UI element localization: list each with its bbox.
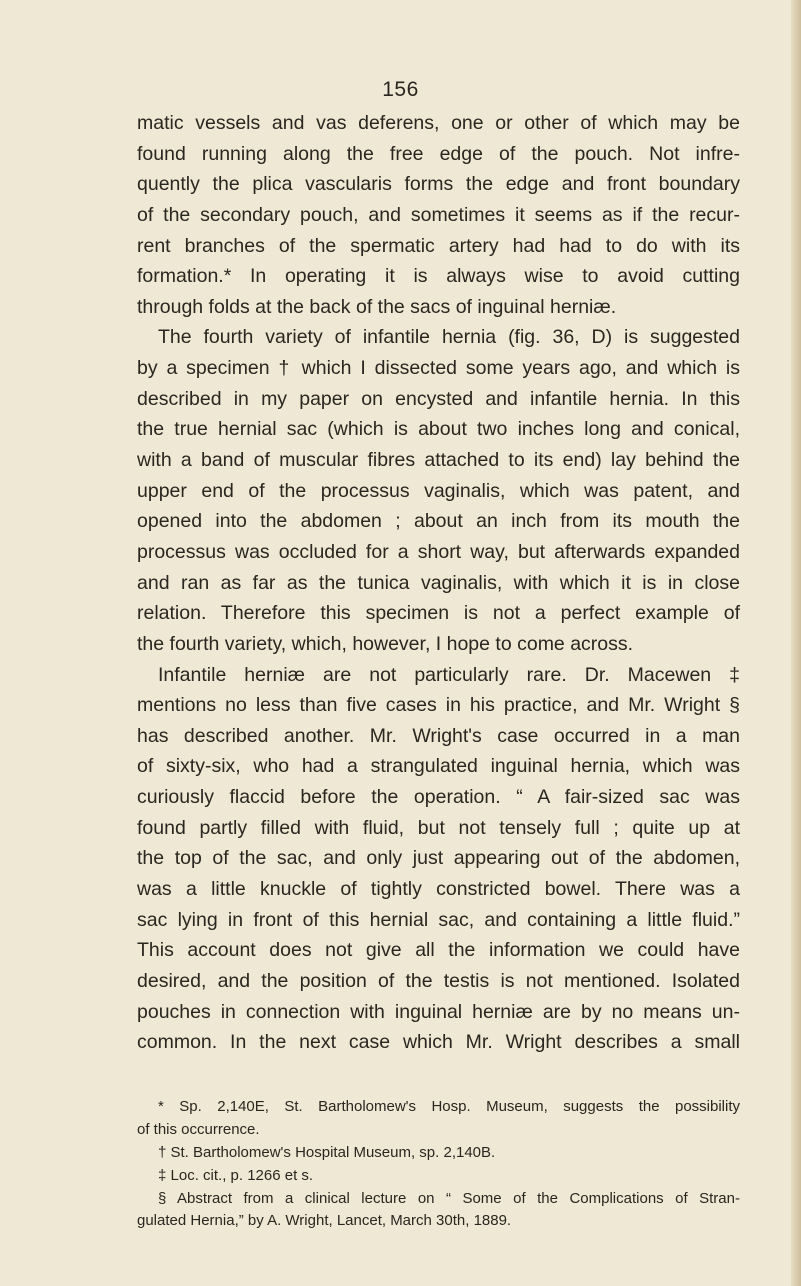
text-line: Infantile herniæ are not particularly rare. Dr. Macewen ‡ (158, 663, 740, 686)
text-line: The fourth variety of infantile hernia (fig. 36, D) is suggested (158, 326, 740, 349)
text-line: found running along the free edge of the pouch. Not infre- (137, 142, 740, 165)
footnote-line: § Abstract from a clinical lecture on “ Some of the Complications of Stran- (158, 1189, 740, 1207)
footnote-line: † St. Bartholomew's Hospital Museum, sp. 2,140B. (158, 1143, 496, 1161)
text-line: common. In the next case which Mr. Wright describes a small (137, 1031, 740, 1054)
text-line: by a specimen † which I dissected some years ago, and which is (137, 357, 740, 380)
text-line: relation. Therefore this specimen is not a perfect example of (137, 602, 740, 625)
text-line: with a band of muscular fibres attached to its end) lay behind the (137, 449, 740, 472)
text-line: upper end of the processus vaginalis, which was patent, and (137, 479, 740, 502)
text-line: formation.* In operating it is always wise to avoid cutting (137, 265, 740, 288)
text-line: the true hernial sac (which is about two inches long and conical, (137, 418, 740, 441)
text-line: mentions no less than five cases in his practice, and Mr. Wright § (137, 694, 740, 717)
text-line: and ran as far as the tunica vaginalis, with which it is in close (137, 571, 740, 594)
footnotes (137, 1096, 740, 1233)
text-line: of sixty-six, who had a strangulated inguinal hernia, which was (137, 755, 740, 778)
text-line: described in my paper on encysted and infantile hernia. In this (137, 387, 740, 410)
text-line: opened into the abdomen ; about an inch from its mouth the (137, 510, 740, 533)
body-text (137, 108, 740, 1058)
text-line: the fourth variety, which, however, I hope to come across. (137, 632, 634, 655)
footnote-line: of this occurrence. (137, 1120, 260, 1138)
text-line: the top of the sac, and only just appearing out of the abdomen, (137, 847, 740, 870)
text-line: of the secondary pouch, and sometimes it seems as if the recur- (137, 203, 740, 226)
text-line: matic vessels and vas deferens, one or other of which may be (137, 112, 740, 134)
text-line: was a little knuckle of tightly constricted bowel. There was a (137, 878, 740, 901)
page-edge-shadow (791, 0, 801, 1286)
text-line: curiously flaccid before the operation. “ A fair-sized sac was (137, 786, 740, 809)
text-line: pouches in connection with inguinal herniæ are by no means un- (137, 1000, 740, 1023)
text-line: sac lying in front of this hernial sac, and containing a little fluid.” (137, 908, 740, 931)
footnote-line: * Sp. 2,140E, St. Bartholomew's Hosp. Museum, suggests the possibility (158, 1098, 740, 1115)
page-number: 156 (382, 78, 419, 101)
footnote-line: gulated Hernia,” by A. Wright, Lancet, March 30th, 1889. (137, 1212, 512, 1230)
text-line: This account does not give all the information we could have (137, 939, 740, 962)
text-line: through folds at the back of the sacs of inguinal herniæ. (137, 295, 617, 318)
text-line: found partly filled with fluid, but not tensely full ; quite up at (137, 816, 740, 839)
footnote-line: ‡ Loc. cit., p. 1266 et s. (158, 1166, 314, 1184)
text-line: quently the plica vascularis forms the edge and front boundary (137, 173, 740, 196)
text-line: processus was occluded for a short way, but afterwards expanded (137, 540, 740, 563)
text-line: desired, and the position of the testis is not mentioned. Isolated (137, 969, 740, 992)
text-line: rent branches of the spermatic artery had had to do with its (137, 234, 740, 257)
text-line: has described another. Mr. Wright's case occurred in a man (137, 724, 740, 747)
